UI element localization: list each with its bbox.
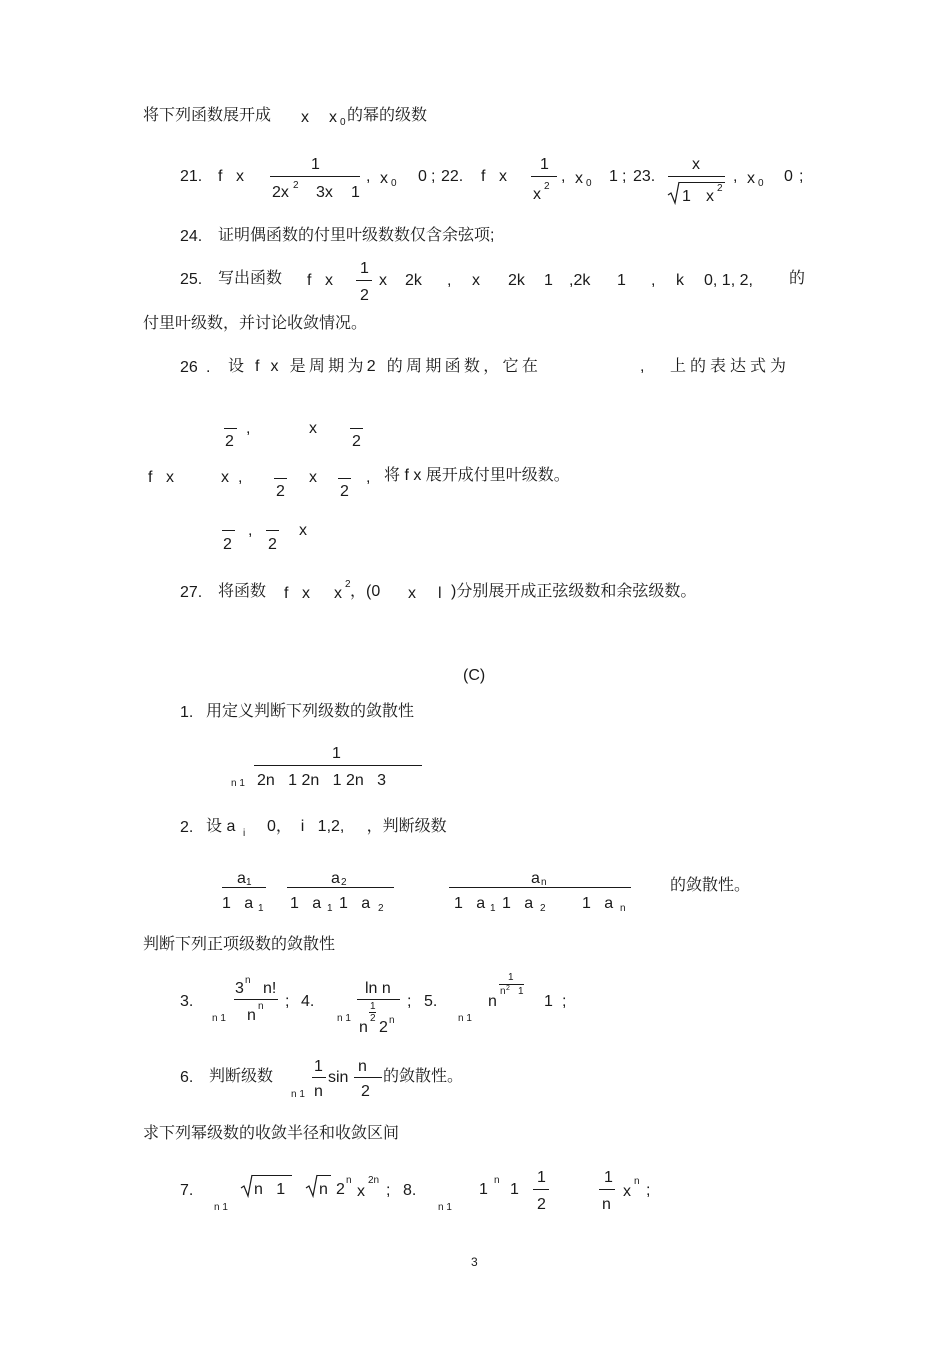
p26-case3-bar bbox=[222, 530, 235, 531]
p23-rad-a: 1 bbox=[682, 188, 691, 205]
c6-f2-den: 2 bbox=[361, 1083, 370, 1100]
c1-sum-index: n 1 bbox=[231, 778, 245, 789]
c2-f2-den-b-sub: 2 bbox=[378, 903, 384, 914]
p21-comma: , bbox=[366, 168, 371, 185]
p22-numerator: 1 bbox=[540, 156, 549, 173]
c6-sin: sin bbox=[328, 1069, 349, 1086]
c4-den-a: n bbox=[359, 1019, 368, 1036]
c7-sqrt-bar-a bbox=[252, 1175, 292, 1176]
p23-sqrt-sign bbox=[668, 182, 680, 204]
p25-comma2: , bbox=[651, 272, 656, 289]
p26-case2-den2: 2 bbox=[340, 483, 349, 500]
p25-pre: 写出函数 bbox=[218, 270, 283, 287]
p26-case2-comma: , bbox=[238, 469, 243, 486]
c2-f1-num: a bbox=[237, 870, 246, 887]
page-number: 3 bbox=[471, 1255, 478, 1269]
c8-x: x bbox=[623, 1183, 631, 1200]
c1-fraction-bar bbox=[254, 765, 422, 766]
c6-f1-den: n bbox=[314, 1083, 323, 1100]
p26-case1-x: x bbox=[309, 420, 317, 437]
p21-x: x bbox=[236, 168, 244, 185]
p27-pre: 将函数 bbox=[218, 583, 267, 600]
p27-x3: x bbox=[408, 585, 416, 602]
p25-x2: x bbox=[379, 272, 387, 289]
c2-f2-num: a bbox=[331, 870, 340, 887]
p26-case3-den2: 2 bbox=[268, 536, 277, 553]
c6-label: 6. bbox=[180, 1069, 194, 1086]
c7-x-sup: 2n bbox=[368, 1175, 380, 1186]
c1-text: 用定义判断下列级数的敛散性 bbox=[206, 703, 415, 720]
c8-one: 1 bbox=[479, 1181, 488, 1198]
p25-numerator: 1 bbox=[360, 260, 369, 277]
c2-pre: 设 a bbox=[206, 818, 236, 835]
p25-int-a: 2k bbox=[508, 272, 525, 289]
p22-den: x bbox=[533, 186, 541, 203]
p23-fraction-bar bbox=[668, 176, 725, 177]
c2-tail: 的敛散性。 bbox=[670, 877, 751, 894]
p25-x3: x bbox=[472, 272, 480, 289]
c7-x: x bbox=[357, 1183, 365, 1200]
p23-semicolon: ; bbox=[799, 168, 804, 185]
c2-f3-num: a bbox=[531, 870, 540, 887]
c7-label: 7. bbox=[180, 1182, 194, 1199]
p27-tail: )分别展开成正弦级数和余弦级数。 bbox=[451, 583, 697, 600]
p21-label: 21. bbox=[180, 168, 203, 185]
p26-case2-den: 2 bbox=[276, 483, 285, 500]
c8-f2-den: n bbox=[602, 1196, 611, 1213]
p26-case2-x2: x bbox=[309, 469, 317, 486]
p25-comma1: , bbox=[447, 272, 452, 289]
p23-x0: x bbox=[747, 170, 755, 187]
c5-exp-num: 1 bbox=[508, 972, 514, 983]
c2-f1-den: 1 a bbox=[222, 895, 254, 912]
c7-two: 2 bbox=[336, 1181, 345, 1198]
c7-sqrt-bar-b bbox=[317, 1175, 331, 1176]
p22-x0: x bbox=[575, 170, 583, 187]
p26-case1-den: 2 bbox=[225, 433, 234, 450]
p25-k: k bbox=[676, 272, 684, 289]
c2-f3-den-c: 1 a bbox=[582, 895, 614, 912]
p26-text1: 设 f x 是周期为2 的周期函数，它在 bbox=[228, 358, 542, 375]
p23-label: 23. bbox=[633, 168, 656, 185]
p22-fraction-bar bbox=[531, 176, 557, 177]
p26-case1-bar2 bbox=[350, 428, 363, 429]
p27-paren: ，(0 bbox=[350, 583, 381, 600]
c7-semicolon: ; bbox=[386, 1182, 391, 1199]
p21-value: 0 bbox=[418, 168, 427, 185]
c6-f2-bar bbox=[354, 1077, 382, 1078]
p26-case1-den2: 2 bbox=[352, 433, 361, 450]
c2-mid: 0， i 1,2, ，判断级数 bbox=[267, 818, 447, 835]
c8-f2-bar bbox=[599, 1189, 615, 1190]
p24-text: 证明偶函数的付里叶级数数仅含余弦项; bbox=[218, 227, 495, 244]
c3-den: n bbox=[247, 1007, 256, 1024]
c3-den-sup: n bbox=[258, 1001, 264, 1012]
p27-f: f bbox=[284, 585, 289, 602]
p23-value: 0 bbox=[784, 168, 793, 185]
c6-tail: 的敛散性。 bbox=[383, 1068, 464, 1085]
c2-f3-den-a: 1 a bbox=[454, 895, 486, 912]
p25-int-sep: ,2k bbox=[569, 272, 591, 289]
heading-expand-line bbox=[143, 108, 271, 124]
c4-label: 4. bbox=[301, 993, 315, 1010]
c5-label: 5. bbox=[424, 993, 438, 1010]
p22-label: 22. bbox=[441, 168, 464, 185]
c4-den-exp-den: 2 bbox=[370, 1013, 376, 1024]
c5-exp-den-b: 1 bbox=[518, 986, 524, 997]
p21-fraction-bar bbox=[270, 176, 360, 177]
p23-rad-b: x bbox=[706, 188, 714, 205]
c5-semicolon: ; bbox=[562, 993, 567, 1010]
heading-expand-tail: 的幂的级数 bbox=[347, 107, 428, 124]
c4-den-exp-num: 1 bbox=[370, 1001, 376, 1012]
c7-rad-a: n 1 bbox=[254, 1181, 286, 1198]
c5-sum-index: n 1 bbox=[458, 1013, 472, 1024]
c2-f1-den-sub: 1 bbox=[258, 903, 264, 914]
c8-f1-num: 1 bbox=[537, 1169, 546, 1186]
c2-f2-den-a: 1 a bbox=[290, 895, 322, 912]
p21-den-b: 3x bbox=[316, 184, 333, 201]
p25-one-a: 1 bbox=[544, 272, 553, 289]
c7-rad-b: n bbox=[319, 1181, 328, 1198]
c2-f3-den-b-sub: 2 bbox=[540, 903, 546, 914]
heading-x0: x bbox=[329, 109, 337, 126]
heading-expand-text: 将下列函数展开成 bbox=[143, 107, 272, 124]
c3-sum-index: n 1 bbox=[212, 1013, 226, 1024]
c3-semicolon: ; bbox=[285, 993, 290, 1010]
c2-a-sub: i bbox=[243, 828, 246, 839]
p22-value: 1 bbox=[609, 168, 618, 185]
c4-den-b: 2 bbox=[379, 1019, 388, 1036]
p22-x: x bbox=[499, 168, 507, 185]
c8-one-b: 1 bbox=[510, 1181, 519, 1198]
p21-x0: x bbox=[380, 170, 388, 187]
c2-f1-num-sub: 1 bbox=[246, 877, 252, 888]
p22-x0-sub: 0 bbox=[586, 178, 592, 189]
p25-denominator: 2 bbox=[360, 287, 369, 304]
c4-bar bbox=[357, 999, 400, 1000]
p25-kvals: 0, 1, 2, bbox=[704, 272, 753, 289]
c2-f3-den-a-sub: 1 bbox=[490, 903, 496, 914]
c6-f1-num: 1 bbox=[314, 1058, 323, 1075]
c5-base: n bbox=[488, 993, 497, 1010]
c4-den-b-sup: n bbox=[389, 1015, 395, 1026]
c2-label: 2. bbox=[180, 819, 194, 836]
heading-radius-interval: 求下列幂级数的收敛半径和收敛区间 bbox=[143, 1125, 400, 1142]
c2-f2-num-sub: 2 bbox=[341, 877, 347, 888]
p26-tail: 将 f x 展开成付里叶级数。 bbox=[384, 467, 570, 484]
c2-f3-num-sub: n bbox=[541, 877, 547, 888]
p25-x: x bbox=[325, 272, 333, 289]
p22-comma: , bbox=[561, 168, 566, 185]
p26-case3-comma: , bbox=[248, 522, 253, 539]
p26-case2-x: x bbox=[221, 469, 229, 486]
p27-l: l bbox=[438, 585, 442, 602]
c5-exp-den-sup: 2 bbox=[506, 985, 510, 992]
heading-x0-sub: 0 bbox=[340, 117, 346, 128]
p21-x0-sub: 0 bbox=[391, 178, 397, 189]
c2-f3-den-c-sub: n bbox=[620, 903, 626, 914]
p26-case3-x: x bbox=[299, 522, 307, 539]
p26-case3-bar2 bbox=[266, 530, 279, 531]
p26-case2-bar bbox=[274, 478, 287, 479]
c5-exp-den: n bbox=[500, 986, 506, 997]
c8-f1-bar bbox=[533, 1189, 549, 1190]
p26-case1-bar bbox=[224, 428, 237, 429]
c6-f1-bar bbox=[312, 1077, 326, 1078]
p21-numerator: 1 bbox=[311, 156, 320, 173]
c6-pre: 判断级数 bbox=[209, 1068, 274, 1085]
c2-f3-den-b: 1 a bbox=[502, 895, 534, 912]
c3-bar bbox=[234, 999, 278, 1000]
p25-f: f bbox=[307, 272, 312, 289]
c3-num-sup: n bbox=[245, 975, 251, 986]
p21-den-c: 1 bbox=[351, 184, 360, 201]
p24-label: 24. bbox=[180, 228, 203, 245]
c3-num: 3 bbox=[235, 980, 244, 997]
p26-text2: 上的表达式为 bbox=[670, 358, 791, 375]
p23-comma: , bbox=[733, 168, 738, 185]
c4-num: ln n bbox=[365, 980, 391, 997]
p27-x2-sup: 2 bbox=[345, 579, 351, 590]
c8-semicolon: ; bbox=[646, 1182, 651, 1199]
p26-case1-comma: , bbox=[246, 420, 251, 437]
c8-sum-index: n 1 bbox=[438, 1202, 452, 1213]
p21-den-a: 2x bbox=[272, 184, 289, 201]
c3-num-b: n! bbox=[263, 980, 277, 997]
p26-comma-after: , bbox=[366, 469, 371, 486]
heading-x: x bbox=[301, 109, 309, 126]
p26-dot: . bbox=[206, 359, 211, 376]
p22-den-sup: 2 bbox=[544, 181, 550, 192]
c5-exp-bar bbox=[499, 984, 524, 985]
c8-f2-num: 1 bbox=[604, 1169, 613, 1186]
p25-fraction-bar bbox=[356, 280, 372, 281]
c7-two-sup: n bbox=[346, 1175, 352, 1186]
c7-sqrt-sign-a bbox=[241, 1175, 253, 1197]
c8-x-sup: n bbox=[634, 1176, 640, 1187]
c4-sum-index: n 1 bbox=[337, 1013, 351, 1024]
c8-one-sup: n bbox=[494, 1175, 500, 1186]
c2-f1-bar bbox=[222, 887, 266, 888]
c2-f2-bar bbox=[287, 887, 394, 888]
c7-sqrt-sign-b bbox=[306, 1175, 318, 1197]
c1-label: 1. bbox=[180, 704, 194, 721]
p26-f: f bbox=[148, 469, 153, 486]
c4-semicolon: ; bbox=[407, 993, 412, 1010]
section-c-heading: (C) bbox=[463, 667, 486, 684]
p23-x0-sub: 0 bbox=[758, 178, 764, 189]
heading-positive-series: 判断下列正项级数的敛散性 bbox=[143, 936, 336, 953]
c5-minus-one: 1 bbox=[544, 993, 553, 1010]
c8-label: 8. bbox=[403, 1182, 417, 1199]
c3-label: 3. bbox=[180, 993, 194, 1010]
p23-numerator: x bbox=[692, 156, 700, 173]
p21-den-a-sup: 2 bbox=[293, 180, 299, 191]
p25-one-b: 1 bbox=[617, 272, 626, 289]
p22-f: f bbox=[481, 168, 486, 185]
p26-comma: , bbox=[640, 358, 645, 375]
p26-label: 26 bbox=[180, 359, 198, 376]
c1-denominator: 2n 1 2n 1 2n 3 bbox=[257, 772, 386, 789]
p27-label: 27. bbox=[180, 584, 203, 601]
c6-sum-index: n 1 bbox=[291, 1089, 305, 1100]
p25-2k: 2k bbox=[405, 272, 422, 289]
p21-semicolon: ; bbox=[431, 168, 436, 185]
p25-de: 的 bbox=[789, 270, 806, 287]
p26-case3-den: 2 bbox=[223, 536, 232, 553]
c8-f1-den: 2 bbox=[537, 1196, 546, 1213]
p25-line2: 付里叶级数，并讨论收敛情况。 bbox=[143, 315, 368, 332]
p26-case2-bar2 bbox=[338, 478, 351, 479]
p21-f: f bbox=[218, 168, 223, 185]
c2-f3-bar bbox=[449, 887, 631, 888]
c2-f2-den-b: 1 a bbox=[339, 895, 371, 912]
p27-x: x bbox=[302, 585, 310, 602]
c2-f2-den-a-sub: 1 bbox=[327, 903, 333, 914]
c6-f2-num: n bbox=[358, 1058, 367, 1075]
p26-x: x bbox=[166, 469, 174, 486]
p22-semicolon: ; bbox=[622, 168, 627, 185]
c7-sum-index: n 1 bbox=[214, 1202, 228, 1213]
p23-rad-sup: 2 bbox=[717, 183, 723, 194]
p27-x2: x bbox=[334, 585, 342, 602]
c1-numerator: 1 bbox=[332, 745, 341, 762]
p25-label: 25. bbox=[180, 271, 203, 288]
